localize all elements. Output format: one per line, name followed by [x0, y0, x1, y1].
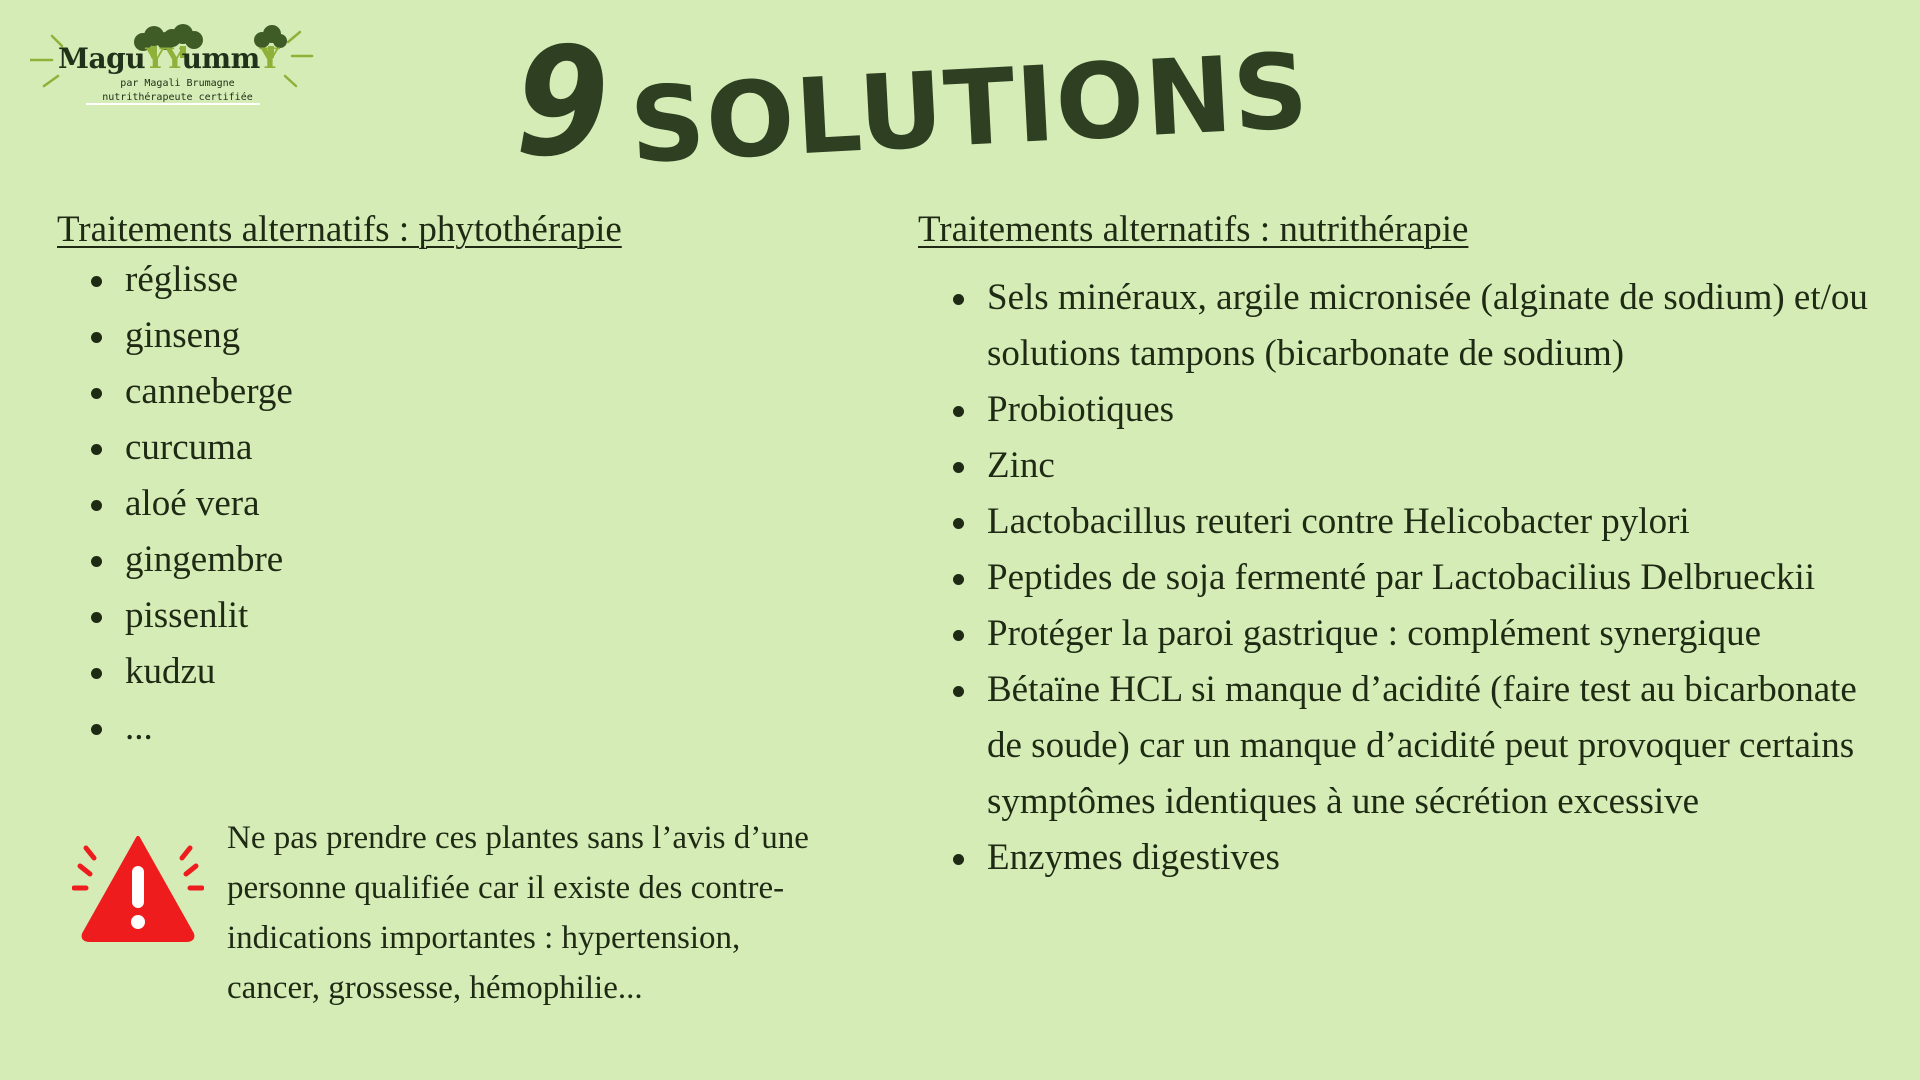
list-item: Peptides de soja fermenté par Lactobacilius Delbrueckii: [920, 550, 1880, 606]
nutritherapy-list: [920, 270, 1880, 886]
warning-text: Ne pas prendre ces plantes sans l’avis d’une personne qualifiée car il existe des contre-indications importantes : hypertension, cancer, grossesse, hémophilie...: [227, 820, 809, 1006]
title-word: SOLUTIONS: [627, 29, 1312, 187]
list-item: ...: [58, 700, 858, 756]
phytotherapy-heading: Traitements alternatifs : phytothérapie: [57, 209, 622, 250]
nutritherapy-heading: Traitements alternatifs : nutrithérapie: [918, 209, 1469, 250]
list-item: réglisse: [58, 252, 858, 308]
list-item: Lactobacillus reuteri contre Helicobacter pylori: [920, 494, 1880, 550]
list-item: kudzu: [58, 644, 858, 700]
list-item: pissenlit: [58, 588, 858, 644]
logo-tagline: nutrithérapeute certifiée: [102, 92, 253, 103]
list-item: canneberge: [58, 364, 858, 420]
logo-wordmark: MaguYYummY: [58, 42, 280, 75]
list-item: Protéger la paroi gastrique : complément synergique: [920, 606, 1880, 662]
list-item: Zinc: [920, 438, 1880, 494]
page-title: [515, 16, 1312, 198]
warning-triangle-icon: [72, 830, 204, 942]
list-item: Sels minéraux, argile micronisée (alginate de sodium) et/ou solutions tampons (bicarbonate de sodium): [920, 270, 1880, 382]
brand-logo: [30, 16, 315, 108]
title-number: 9: [515, 16, 609, 190]
logo-subtitle: par Magali Brumagne: [120, 78, 235, 89]
list-item: gingembre: [58, 532, 858, 588]
list-item: Bétaïne HCL si manque d’acidité (faire test au bicarbonate de soude) car un manque d’acidité peut provoquer certains symptômes identiques à une sécrétion excessive: [920, 662, 1880, 830]
phytotherapy-list: [58, 252, 858, 756]
list-item: aloé vera: [58, 476, 858, 532]
list-item: ginseng: [58, 308, 858, 364]
list-item: curcuma: [58, 420, 858, 476]
list-item: Enzymes digestives: [920, 830, 1880, 886]
list-item: Probiotiques: [920, 382, 1880, 438]
